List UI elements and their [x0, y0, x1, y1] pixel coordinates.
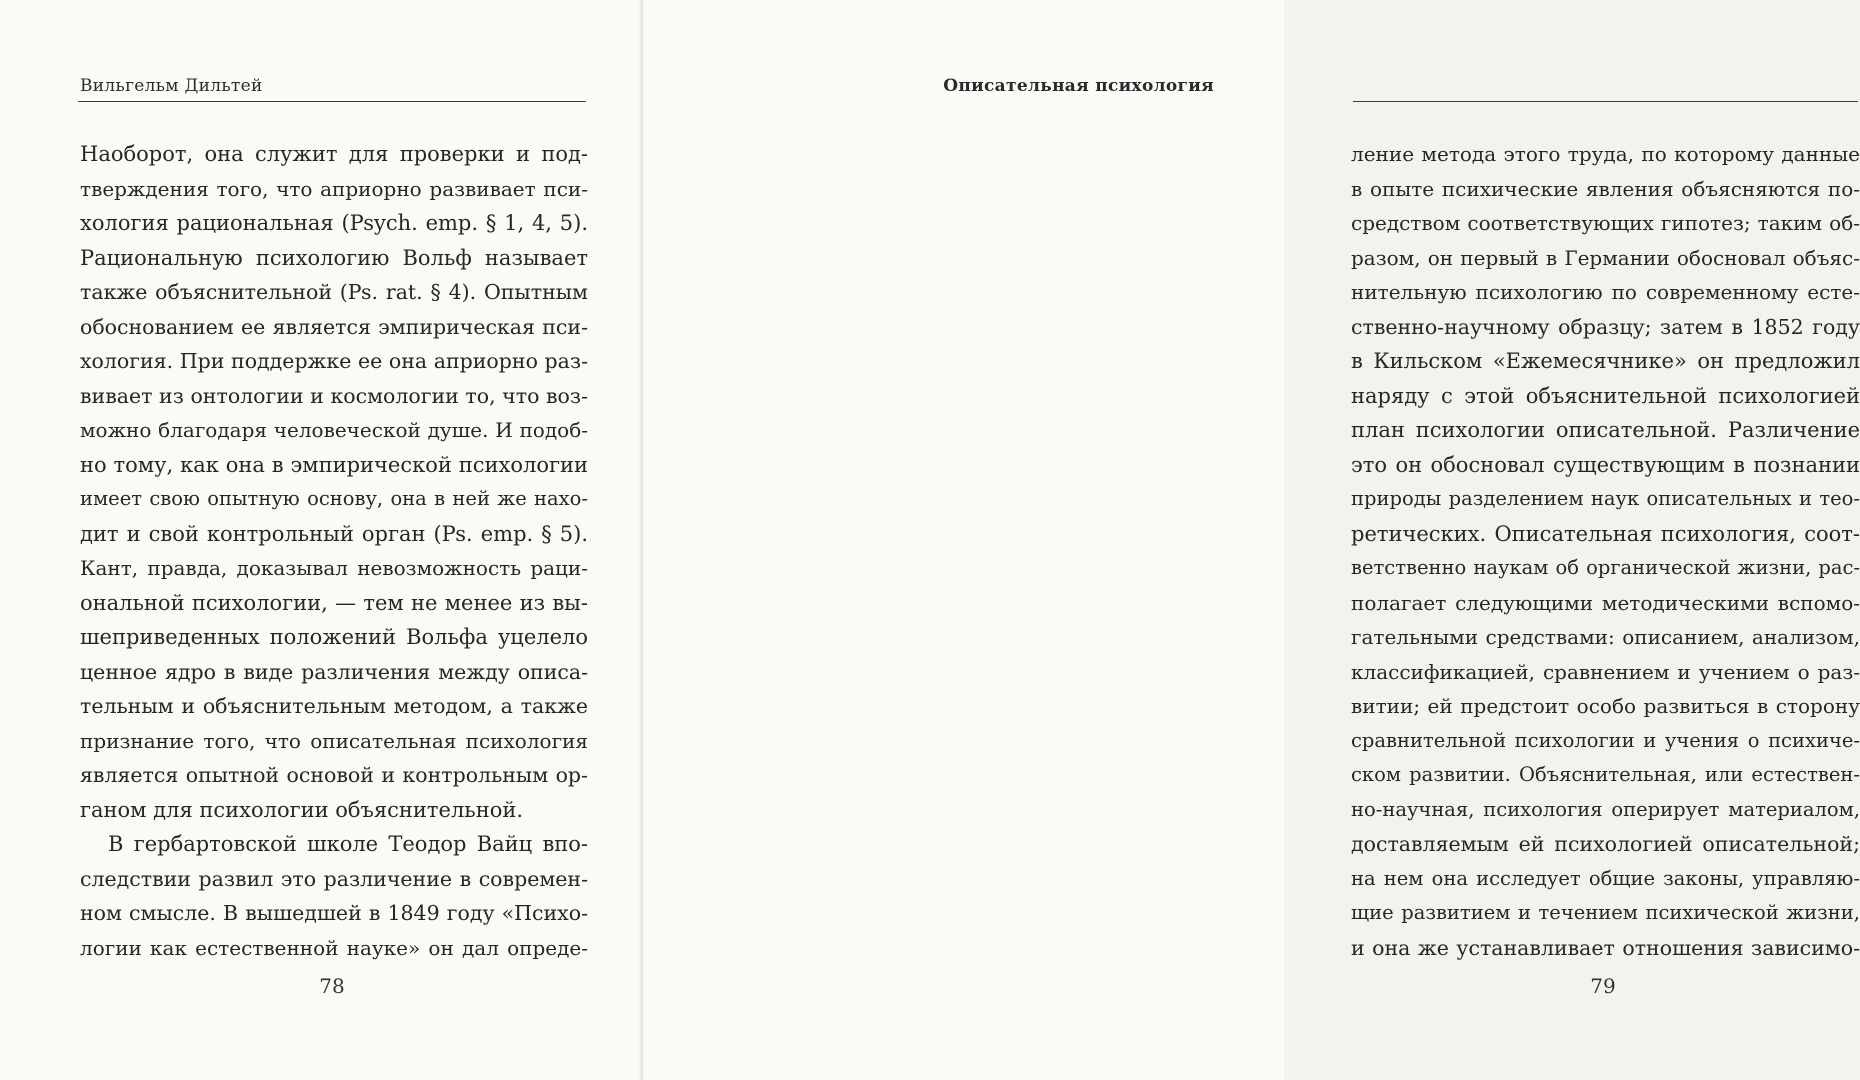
text-line: и она же устанавливает отношения зависимо-: [1351, 935, 1860, 960]
text-line: разом, он первый в Германии обосновал объяс-: [1351, 245, 1860, 270]
text-line: сравнительной психологии и учения о психиче-: [1351, 728, 1860, 752]
text-line: тельным и объяснительным методом, а также: [80, 694, 588, 718]
text-line: следствии развил это различение в современ-: [80, 866, 588, 891]
text-line: ственно-научному образцу; затем в 1852 году: [1351, 314, 1860, 339]
right-page-number: 79: [1590, 974, 1616, 998]
text-line: также объяснительной (Ps. rat. § 4). Опытным: [80, 280, 588, 304]
left-page-number: 78: [319, 974, 345, 998]
text-line: в опыте психические явления объясняются по-: [1351, 176, 1860, 201]
text-line: в Кильском «Ежемесячнике» он предложил: [1351, 349, 1860, 373]
text-line: шеприведенных положений Вольфа уцелело: [80, 625, 588, 649]
text-line: ветственно наукам об органической жизни, рас-: [1351, 556, 1860, 579]
text-line-paragraph-start: В гербартовской школе Теодор Вайц впо-: [108, 832, 588, 856]
text-line: хология. При поддержке ее она априорно раз-: [80, 349, 588, 373]
text-line: ном смысле. В вышедшей в 1849 году «Психо-: [80, 901, 588, 925]
left-header-rule: [78, 101, 586, 102]
text-line: дит и свой контрольный орган (Ps. emp. § 5).: [80, 521, 588, 546]
text-line: нительную психологию по современному есте-: [1351, 280, 1860, 304]
text-line: на нем она исследует общие законы, управляю-: [1351, 866, 1860, 890]
text-line: доставляемым ей психологией описательной;: [1351, 832, 1860, 856]
text-line: можно благодаря человеческой душе. И подоб-: [80, 418, 588, 442]
left-body-text: [80, 137, 588, 965]
text-line: классификацией, сравнением и учением о раз-: [1351, 659, 1860, 684]
right-body-text: [1351, 137, 1860, 965]
text-line: витии; ей предстоит особо развиться в сторону: [1351, 694, 1860, 718]
text-line: наряду с этой объяснительной психологией: [1351, 383, 1860, 408]
text-line: Наоборот, она служит для проверки и под-: [80, 142, 588, 166]
right-running-head: Описательная психология: [943, 76, 1214, 96]
right-header-rule: [1353, 101, 1858, 102]
text-line: ление метода этого труда, по которому данные: [1351, 142, 1860, 166]
text-line: хология рациональная (Psych. emp. § 1, 4, 5).: [80, 211, 588, 235]
text-line: тверждения того, что априорно развивает пси-: [80, 176, 588, 201]
text-line: вивает из онтологии и космологии то, что воз-: [80, 383, 588, 408]
text-line: план психологии описательной. Различение: [1351, 418, 1860, 442]
text-line-paragraph-end: ганом для психологии объяснительной.: [80, 797, 524, 822]
text-line: но тому, как она в эмпирической психологии: [80, 452, 588, 477]
left-running-head: Вильгельм Дильтей: [80, 76, 263, 96]
text-line: Рациональную психологию Вольф называет: [80, 245, 588, 270]
text-line: но-научная, психология оперирует материалом,: [1351, 797, 1860, 821]
text-line: ском развитии. Объяснительная, или естествен-: [1351, 763, 1860, 786]
text-line: Кант, правда, доказывал невозможность раци-: [80, 556, 588, 580]
text-line: ценное ядро в виде различения между описа-: [80, 659, 588, 684]
text-line: это он обосновал существующим в познании: [1351, 452, 1860, 477]
text-line: природы разделением наук описательных и тео-: [1351, 487, 1860, 510]
left-page: [0, 0, 641, 1080]
text-line: является опытной основой и контрольным ор-: [80, 763, 588, 787]
text-line: имеет свою опытную основу, она в ней же нахо-: [80, 487, 588, 510]
text-line: логии как естественной науке» он дал опреде-: [80, 935, 588, 960]
text-line: щие развитием и течением психической жизни,: [1351, 901, 1860, 924]
right-page: [643, 0, 1860, 1080]
text-line: ретических. Описательная психология, соот-: [1351, 521, 1860, 546]
text-line: средством соответствующих гипотез; таким об-: [1351, 211, 1860, 235]
text-line: гательными средствами: описанием, анализом,: [1351, 625, 1860, 649]
text-line: обоснованием ее является эмпирическая пси-: [80, 314, 588, 339]
text-line: признание того, что описательная психология: [80, 728, 588, 753]
text-line: ональной психологии, — тем не менее из вы-: [80, 590, 588, 615]
text-line: полагает следующими методическими вспомо-: [1351, 590, 1860, 615]
